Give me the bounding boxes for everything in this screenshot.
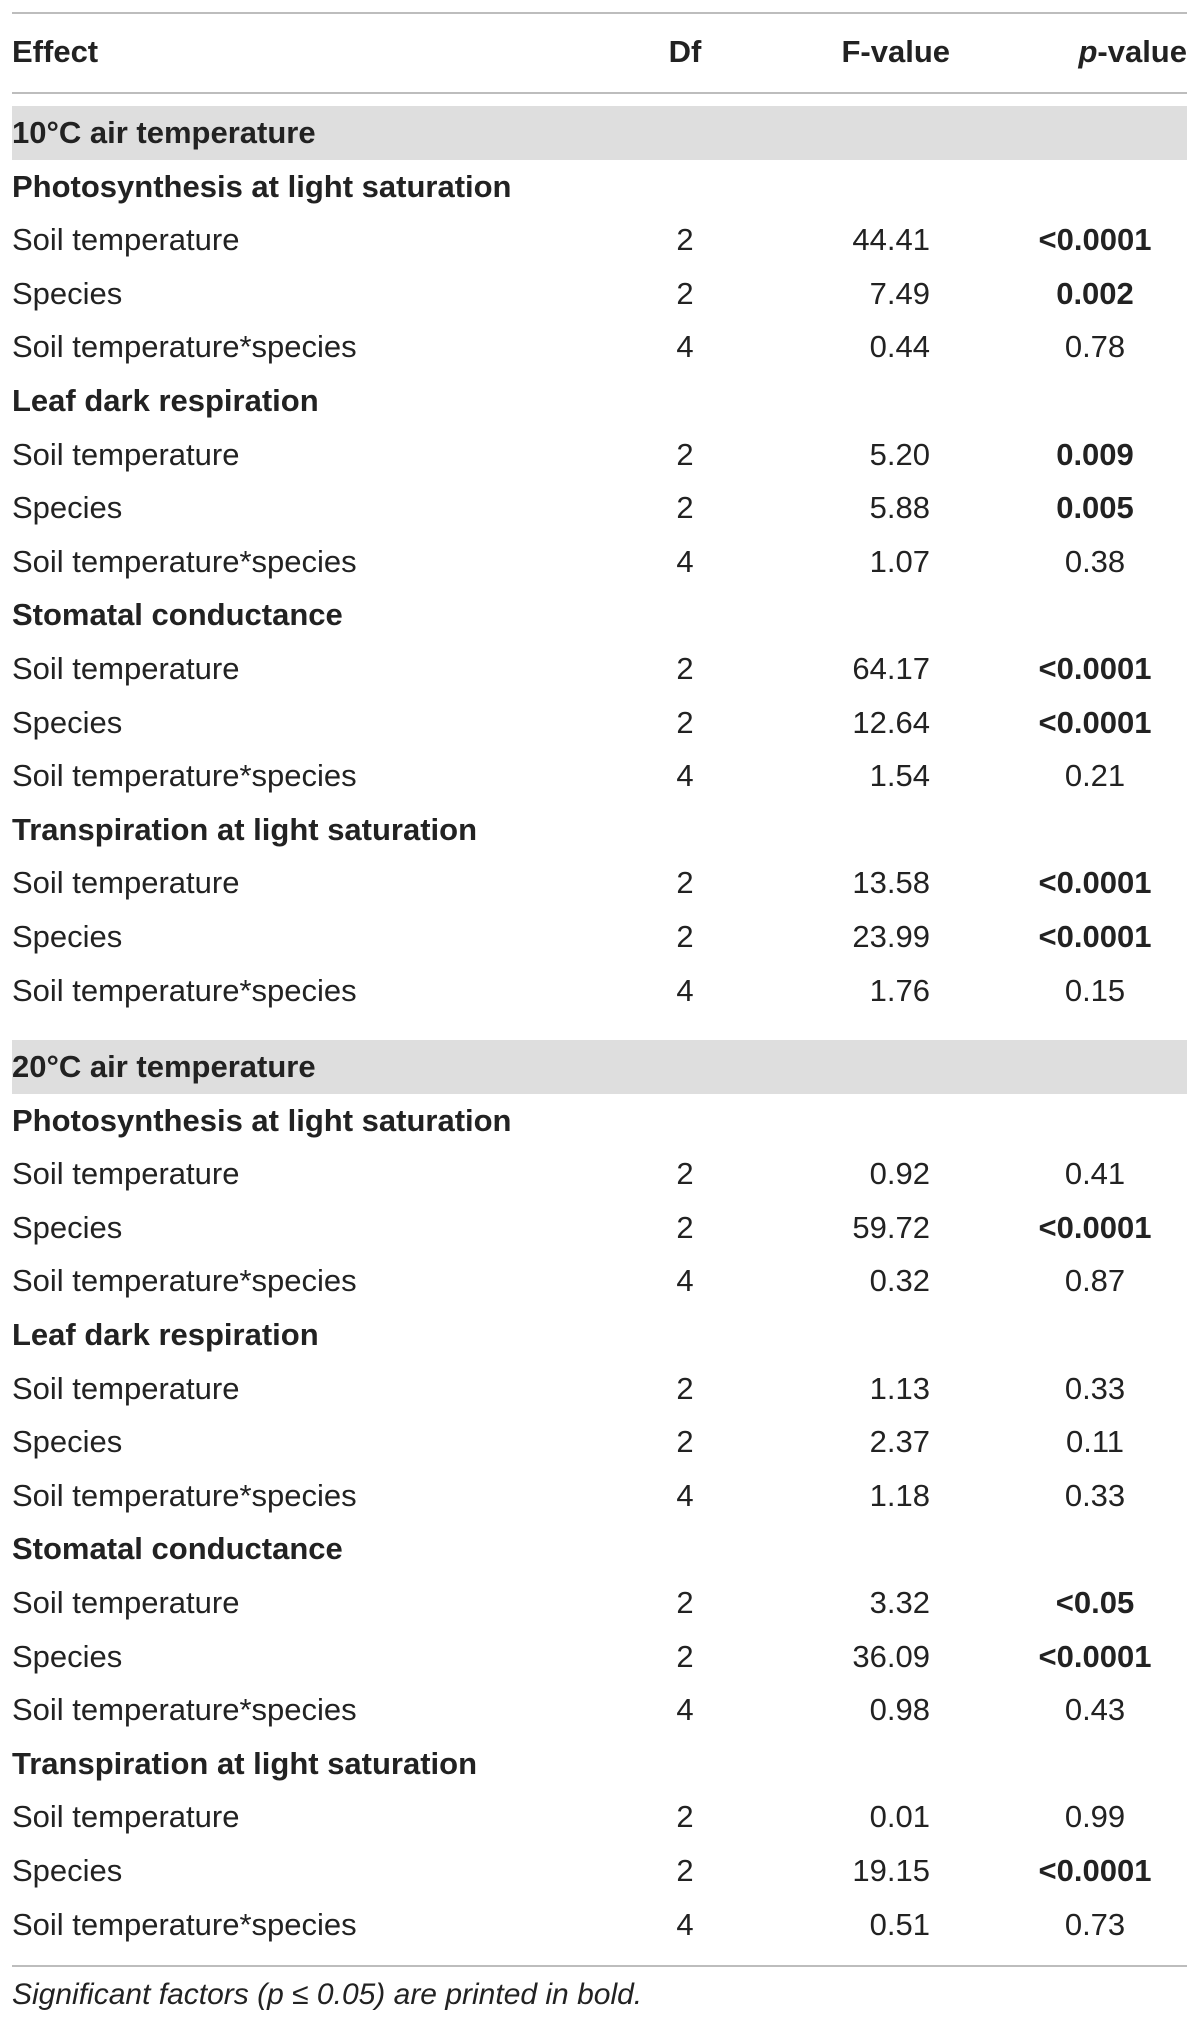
table-row xyxy=(0,749,1200,803)
f-value-cell: 19.15 xyxy=(852,1853,930,1888)
group-title: Photosynthesis at light saturation xyxy=(12,1102,512,1138)
f-value-cell: 23.99 xyxy=(852,919,930,954)
table-row xyxy=(0,1630,1200,1684)
effect-cell: Soil temperature xyxy=(12,222,240,258)
p-value-cell: <0.0001 xyxy=(1038,704,1152,740)
effect-cell: Species xyxy=(12,1209,123,1245)
f-value-cell: 59.72 xyxy=(852,1209,930,1245)
top-rule xyxy=(12,12,1187,14)
f-value-cell: 0.98 xyxy=(869,1692,930,1728)
df-cell: 4 xyxy=(676,1477,694,1513)
group-title: Photosynthesis at light saturation xyxy=(12,168,512,204)
group-title: Transpiration at light saturation xyxy=(12,811,478,847)
effect-cell: Soil temperature xyxy=(12,1585,240,1620)
df-cell: 4 xyxy=(676,1692,694,1728)
p-value-cell: 0.87 xyxy=(1064,1263,1126,1299)
df-cell: 2 xyxy=(676,1799,694,1835)
f-value-cell: 5.88 xyxy=(869,490,930,526)
effect-cell: Soil temperature xyxy=(12,1156,240,1192)
f-value-cell: 0.32 xyxy=(869,1263,930,1299)
section-title: 20°C air temperature xyxy=(12,1049,316,1084)
p-value-cell: 0.11 xyxy=(1065,1424,1125,1460)
table-row xyxy=(0,1790,1200,1844)
p-value-cell: 0.78 xyxy=(1064,329,1126,365)
f-value-cell: 2.37 xyxy=(869,1424,930,1460)
table-row xyxy=(0,642,1200,696)
f-value-cell: 0.92 xyxy=(869,1156,930,1192)
section-header xyxy=(12,106,1187,160)
df-cell: 2 xyxy=(676,704,694,740)
table-row xyxy=(0,320,1200,374)
df-cell: 2 xyxy=(676,919,694,954)
p-value-cell: <0.05 xyxy=(1055,1585,1135,1620)
p-value-cell: 0.15 xyxy=(1064,972,1126,1008)
df-cell: 2 xyxy=(676,651,694,686)
p-value-cell: 0.002 xyxy=(1056,275,1134,311)
table-row xyxy=(0,696,1200,750)
table-row xyxy=(0,1469,1200,1523)
header-row xyxy=(0,25,1200,79)
f-value-cell: 12.64 xyxy=(852,704,930,740)
effect-cell: Species xyxy=(12,919,123,954)
group-title: Stomatal conductance xyxy=(12,597,343,633)
f-value-cell: 1.54 xyxy=(869,758,930,794)
group-header xyxy=(0,1094,1200,1148)
df-cell: 2 xyxy=(676,1638,694,1674)
effect-cell: Soil temperature xyxy=(12,651,240,686)
df-cell: 4 xyxy=(676,758,694,794)
p-value-cell: 0.009 xyxy=(1056,436,1134,472)
table-row xyxy=(0,1201,1200,1255)
df-cell: 2 xyxy=(676,1585,694,1620)
p-value-cell: 0.38 xyxy=(1064,543,1126,579)
p-value-cell: 0.41 xyxy=(1064,1156,1126,1192)
effect-cell: Soil temperature*species xyxy=(12,329,357,365)
footnote: Significant factors (p ≤ 0.05) are printed in bold. xyxy=(12,1978,643,2011)
group-header xyxy=(0,1308,1200,1362)
table-row xyxy=(0,1844,1200,1898)
df-cell: 2 xyxy=(676,1853,694,1888)
p-value-cell: <0.0001 xyxy=(1038,222,1152,258)
p-value-cell: 0.99 xyxy=(1064,1799,1126,1835)
p-value-cell: 0.33 xyxy=(1064,1477,1126,1513)
effect-cell: Species xyxy=(12,490,123,526)
effect-cell: Soil temperature*species xyxy=(12,758,357,794)
effect-cell: Species xyxy=(12,704,123,740)
p-value-cell: 0.21 xyxy=(1064,758,1126,794)
f-value-cell: 5.20 xyxy=(869,436,930,472)
header-effect: Effect xyxy=(12,34,99,69)
table-row xyxy=(0,1415,1200,1469)
group-header xyxy=(0,1522,1200,1576)
df-cell: 4 xyxy=(676,543,694,579)
table-row xyxy=(0,1576,1200,1630)
header-rule xyxy=(12,92,1187,94)
group-header xyxy=(0,588,1200,642)
effect-cell: Species xyxy=(12,1853,123,1888)
effect-cell: Soil temperature xyxy=(12,1370,240,1406)
effect-cell: Soil temperature xyxy=(12,436,240,472)
f-value-cell: 1.07 xyxy=(869,543,930,579)
effect-cell: Soil temperature*species xyxy=(12,972,357,1008)
f-value-cell: 13.58 xyxy=(852,865,930,901)
effect-cell: Species xyxy=(12,1638,123,1674)
p-value-cell: <0.0001 xyxy=(1038,1853,1152,1888)
header-p-italic: p xyxy=(1078,34,1098,69)
table-row xyxy=(0,1254,1200,1308)
effect-cell: Soil temperature xyxy=(12,1799,240,1835)
p-value-cell: 0.005 xyxy=(1056,490,1134,526)
f-value-cell: 36.09 xyxy=(852,1638,930,1674)
effect-cell: Soil temperature*species xyxy=(12,1263,357,1299)
f-value-cell: 0.44 xyxy=(869,329,930,365)
p-value-cell: <0.0001 xyxy=(1038,865,1152,901)
group-title: Leaf dark respiration xyxy=(12,383,319,418)
f-value-cell: 7.49 xyxy=(869,275,930,311)
header-p-suffix: -value xyxy=(1097,34,1187,69)
p-value-cell: <0.0001 xyxy=(1038,1638,1152,1674)
df-cell: 2 xyxy=(676,1370,694,1406)
effect-cell: Species xyxy=(12,1424,123,1460)
df-cell: 4 xyxy=(676,972,694,1008)
group-title: Transpiration at light saturation xyxy=(12,1745,478,1781)
df-cell: 4 xyxy=(676,1906,694,1942)
df-cell: 2 xyxy=(676,222,694,258)
df-cell: 2 xyxy=(676,275,694,311)
table-row xyxy=(0,1683,1200,1737)
df-cell: 4 xyxy=(676,1263,694,1299)
f-value-cell: 1.76 xyxy=(869,972,930,1008)
p-value-cell: <0.0001 xyxy=(1038,651,1152,686)
p-value-cell: 0.43 xyxy=(1064,1692,1126,1728)
table-row xyxy=(0,910,1200,964)
f-value-cell: 0.01 xyxy=(869,1799,930,1835)
header-f-value: F-value xyxy=(841,34,950,69)
table-row xyxy=(0,1898,1200,1952)
effect-cell: Soil temperature*species xyxy=(12,1692,357,1728)
df-cell: 2 xyxy=(676,865,694,901)
f-value-cell: 0.51 xyxy=(869,1906,930,1942)
df-cell: 2 xyxy=(676,490,694,526)
effect-cell: Soil temperature xyxy=(12,865,240,901)
effect-cell: Soil temperature*species xyxy=(12,543,357,579)
effect-cell: Soil temperature*species xyxy=(12,1906,357,1942)
f-value-cell: 1.18 xyxy=(869,1477,930,1513)
p-value-cell: 0.73 xyxy=(1064,1906,1126,1942)
df-cell: 4 xyxy=(676,329,694,365)
bottom-rule xyxy=(12,1965,1187,1967)
f-value-cell: 44.41 xyxy=(852,222,930,258)
table-row xyxy=(0,1362,1200,1416)
df-cell: 2 xyxy=(676,1209,694,1245)
group-header xyxy=(0,803,1200,857)
table-row xyxy=(0,428,1200,482)
p-value-cell: <0.0001 xyxy=(1038,1209,1152,1245)
group-title: Stomatal conductance xyxy=(12,1531,343,1567)
table-row xyxy=(0,481,1200,535)
table-row xyxy=(0,856,1200,910)
effect-cell: Soil temperature*species xyxy=(12,1477,357,1513)
section-title: 10°C air temperature xyxy=(12,115,316,150)
table-row xyxy=(0,213,1200,267)
p-value-cell: <0.0001 xyxy=(1038,919,1152,954)
df-cell: 2 xyxy=(676,436,694,472)
f-value-cell: 64.17 xyxy=(852,651,930,686)
section-header xyxy=(12,1040,1187,1094)
df-cell: 2 xyxy=(676,1424,694,1460)
f-value-cell: 3.32 xyxy=(869,1585,930,1620)
table-row xyxy=(0,535,1200,589)
f-value-cell: 1.13 xyxy=(869,1370,930,1406)
table-row xyxy=(0,267,1200,321)
header-df: Df xyxy=(668,34,702,69)
table-row xyxy=(0,964,1200,1018)
p-value-cell: 0.33 xyxy=(1064,1370,1126,1406)
table-row xyxy=(0,1147,1200,1201)
group-header xyxy=(0,374,1200,428)
group-title: Leaf dark respiration xyxy=(12,1317,319,1352)
effect-cell: Species xyxy=(12,275,123,311)
df-cell: 2 xyxy=(676,1156,694,1192)
header-p-value xyxy=(1000,25,1187,79)
group-header xyxy=(0,160,1200,214)
group-header xyxy=(0,1737,1200,1791)
